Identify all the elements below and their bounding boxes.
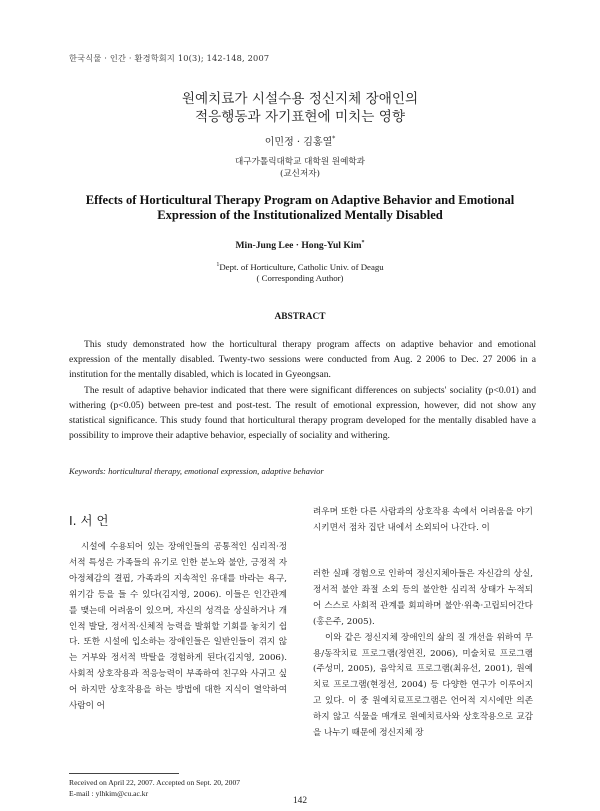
right-column-top <box>313 505 533 537</box>
english-title-line-1: Effects of Horticultural Therapy Program on Adaptive Behavior and Emotional <box>85 193 515 207</box>
footnote-rule <box>69 773 179 774</box>
right-paragraph-1: 려우며 또한 다른 사람과의 상호작용 속에서 어려움을 야기 시키면서 점차 집단 내에서 소외되어 나간다. 이 <box>313 507 533 533</box>
abstract-heading: ABSTRACT <box>274 312 326 322</box>
page-number: 142 <box>292 796 308 806</box>
korean-title-line-1: 원예치료가 시설수용 정신지체 장애인의 <box>181 91 419 107</box>
english-author-names: Min-Jung Lee · Hong-Yul Kim <box>235 240 362 252</box>
english-corresponding-mark: * <box>361 240 365 246</box>
abstract-paragraph-2: The result of adaptive behavior indicated that there were significant differences on subjects' sociality (p<0.01) and withering (p<0.05) between pre-test and post-test. The result of emotional expression, however, did not show any statistical significance. This study found that horticultural therapy program developed for the mentally disabled have a possibility to improve their adaptive behavior, especially of sociality and withering. <box>69 384 536 442</box>
abstract-paragraph-1: This study demonstrated how the horticultural therapy program affects on adaptive behavior and emotional expression of the mentally disabled. Twenty-two sessions were conducted from Aug. 2 2006 to Dec. 27 2006 in a institution for the mentally disabled, which is located in Gyeongsan. <box>69 339 536 381</box>
korean-title <box>0 90 600 126</box>
korean-affiliation-dept: 대구가톨릭대학교 대학원 원예학과 <box>235 157 365 167</box>
right-column-body <box>313 567 533 742</box>
right-paragraph-3: 이와 같은 정신지체 장애인의 삶의 질 개선을 위하여 무용/동작치료 프로그램(정연진, 2006), 미술치료 프로그램(주성미, 2005), 음악치료 프로그램(최유선, 2001), 원예치료 프로그램(현정선, 2004) 등 다양한 연구가 이루어지고 있다. 이 중 원예치료프로그램은 언어적 지시에만 의존하지 않고 식물을 매개로 원예치료사와 상호작용으로 교감을 나누기 때문에 정신지체 장 <box>313 632 533 739</box>
abstract-body <box>69 337 536 443</box>
korean-title-line-2: 적응행동과 자기표현에 미치는 영향 <box>195 109 405 125</box>
affiliation-mark: 1 <box>216 262 220 268</box>
english-title-line-2: Expression of the Institutionalized Mentally Disabled <box>157 208 443 222</box>
section-heading: Ⅰ. 서 언 <box>69 513 109 528</box>
right-paragraph-2: 러한 실패 경험으로 인하여 정신지체아들은 자신감의 상실, 정서적 불안 좌절 소외 등의 불안한 심리적 상태가 누적되어 스스로 사회적 관계를 회피하며 불안·위축·고립되어간다(홍은주, 2005). <box>313 569 533 627</box>
received-dates: Received on April 22, 2007. Accepted on Sept. 20, 2007 <box>69 778 241 787</box>
korean-authors <box>0 133 600 148</box>
english-authors <box>0 240 600 251</box>
left-column <box>69 540 287 715</box>
english-affiliation <box>0 260 600 285</box>
english-affiliation-dept: Dept. of Horticulture, Catholic Univ. of Deagu <box>219 261 384 272</box>
keywords: Keywords: horticultural therapy, emotional expression, adaptive behavior <box>69 466 324 476</box>
journal-citation: 한국식물 · 인간 · 환경학회지 10(3); 142-148, 2007 <box>69 53 270 63</box>
corresponding-mark: * <box>332 135 336 143</box>
english-title <box>0 193 600 223</box>
email: E-mail : ylhkim@cu.ac.kr <box>69 789 149 798</box>
english-corresponding-note: ( Corresponding Author) <box>256 273 344 284</box>
korean-author-names: 이민정 · 김홍열 <box>264 137 333 148</box>
korean-affiliation <box>0 156 600 180</box>
korean-corresponding-note: (교신저자) <box>280 169 320 179</box>
left-paragraph-1: 시설에 수용되어 있는 장애인들의 공통적인 심리적·정서적 특성은 가족들의 유기로 인한 분노와 불안, 긍정적 자아정체감의 결핍, 가족과의 지속적인 유대를 바라는 욕구, 위기감 등을 들 수 있다(김지영, 2006). 이들은 인간관계를 맺는데 어려움이 있으며, 자신의 성격을 상실하거나 개인적 발달, 정서적·신체적 능력을 발휘할 기회를 놓치기 쉽다. 또한 시설에 입소하는 장애인들은 일반인들이 겪지 않는 거부와 정서적 박탈을 경험하게 된다(김지영, 2006). 사회적 상호작용과 적응능력이 부족하여 친구와 사귀고 싶어 하지만 상호작용을 하는 방법에 대한 지식이 열악하여 사람이 어 <box>69 542 287 712</box>
